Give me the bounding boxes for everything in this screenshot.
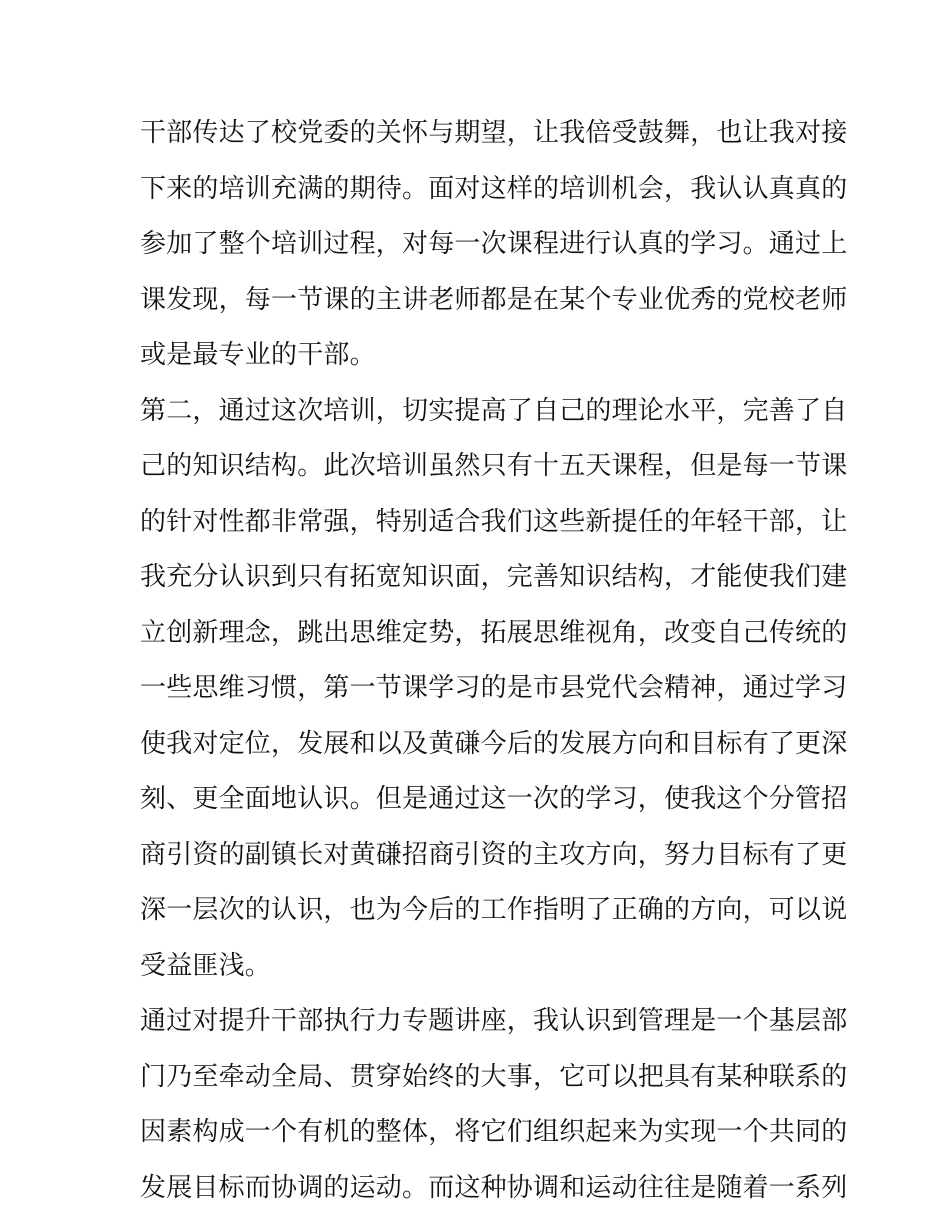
text-line: 或是最专业的干部。 <box>140 340 376 370</box>
document-body <box>140 106 848 1216</box>
text-line: 通过对提升干部执行力专题讲座，我认识到管理是一个基层部 <box>140 1006 848 1036</box>
text-line: 下来的培训充满的期待。面对这样的培训机会，我认认真真的 <box>140 173 848 204</box>
text-line: 使我对定位，发展和以及黄磏今后的发展方向和目标有了更深 <box>140 728 848 759</box>
text-line: 参加了整个培训过程，对每一次课程进行认真的学习。通过上 <box>140 229 848 259</box>
text-line: 刻、更全面地认识。但是通过这一次的学习，使我这个分管招 <box>140 784 848 814</box>
text-line: 的针对性都非常强，特别适合我们这些新提任的年轻干部，让 <box>140 506 848 537</box>
text-line: 我充分认识到只有拓宽知识面，完善知识结构，才能使我们建 <box>140 562 848 592</box>
text-line: 深一层次的认识，也为今后的工作指明了正确的方向，可以说 <box>140 895 848 925</box>
text-line: 受益匪浅。 <box>140 950 272 981</box>
text-line: 干部传达了校党委的关怀与期望，让我倍受鼓舞，也让我对接 <box>140 118 848 148</box>
text-line: 发展目标而协调的运动。而这种协调和运动往往是随着一系列 <box>140 1172 848 1203</box>
text-line: 课发现，每一节课的主讲老师都是在某个专业优秀的党校老师 <box>140 284 848 315</box>
text-line: 因素构成一个有机的整体，将它们组织起来为实现一个共同的 <box>140 1117 848 1147</box>
text-line: 立创新理念，跳出思维定势，拓展思维视角，改变自己传统的 <box>140 617 848 648</box>
text-line: 己的知识结构。此次培训虽然只有十五天课程，但是每一节课 <box>140 451 848 481</box>
text-line: 第二，通过这次培训，切实提高了自己的理论水平，完善了自 <box>140 395 848 426</box>
text-line: 一些思维习惯，第一节课学习的是市县党代会精神，通过学习 <box>140 673 848 703</box>
text-line: 商引资的副镇长对黄磏招商引资的主攻方向，努力目标有了更 <box>140 839 848 870</box>
text-line: 门乃至牵动全局、贯穿始终的大事，它可以把具有某种联系的 <box>140 1061 848 1092</box>
